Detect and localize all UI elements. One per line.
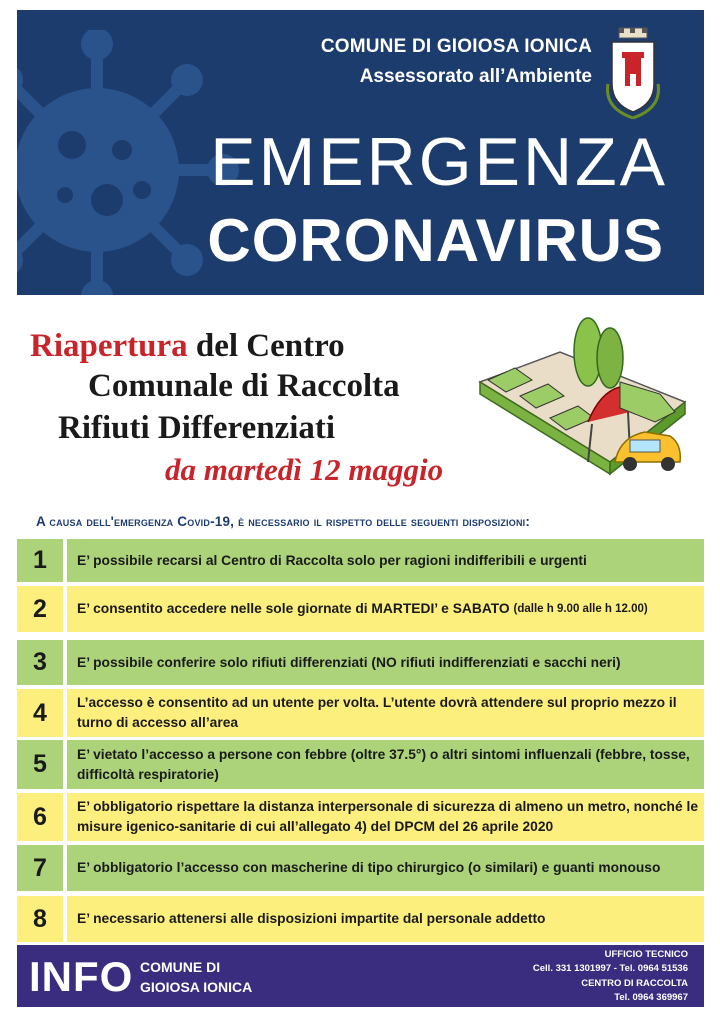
rule-text: E’ possibile recarsi al Centro di Raccolta solo per ragioni indifferibili e urgenti <box>67 539 704 582</box>
rule-row-8 <box>17 896 704 942</box>
rules-intro: A causa dell'emergenza Covid-19, è necessario il rispetto delle seguenti disposizioni: <box>36 514 531 529</box>
rule-text <box>67 586 704 632</box>
reopening-date: da martedì 12 maggio <box>165 452 444 487</box>
announcement-line-2: Comunale di Raccolta <box>88 368 400 404</box>
reopening-word: Riapertura <box>30 328 188 364</box>
rule-number: 3 <box>17 640 63 685</box>
footer-comune-line-2: GIOIOSA IONICA <box>140 979 253 995</box>
rule-number: 4 <box>17 689 63 737</box>
office-technical-contact: Cell. 331 1301997 - Tel. 0964 51536 <box>532 963 688 974</box>
coronavirus-title: CORONAVIRUS <box>207 207 664 274</box>
rule-text: E’ possibile conferire solo rifiuti differenziati (NO rifiuti indifferenziati e sacchi neri) <box>67 640 704 685</box>
rule-text: L’accesso è consentito ad un utente per volta. L’utente dovrà attendere sul proprio mezzo il turno di accesso all’area <box>67 689 704 737</box>
rule-text: E’ obbligatorio l’accesso con mascherine di tipo chirurgico (o similari) e guanti monouso <box>67 845 704 891</box>
municipality-name: COMUNE DI GIOIOSA IONICA <box>320 36 592 57</box>
title-rest: del Centro <box>187 328 345 364</box>
rule-number: 6 <box>17 793 63 841</box>
rule-row-6 <box>17 793 704 841</box>
collection-center-contact: Tel. 0964 369967 <box>614 992 688 1003</box>
rule-hours-note: (dalle h 9.00 alle h 12.00) <box>513 603 648 615</box>
rule-row-5 <box>17 740 704 789</box>
rule-text-main: E’ consentito accedere nelle sole giornate di MARTEDI’ e SABATO <box>77 601 510 616</box>
rule-number: 7 <box>17 845 63 891</box>
rule-number: 1 <box>17 539 63 582</box>
info-footer <box>17 945 704 1007</box>
department-name: Assessorato all’Ambiente <box>359 66 592 87</box>
header-banner <box>17 10 704 295</box>
rule-text: E’ vietato l’accesso a persone con febbre (oltre 37.5°) o altri sintomi influenzali (febbre, tosse, difficoltà respiratorie) <box>67 740 704 789</box>
rule-number: 2 <box>17 586 63 632</box>
rule-text: E’ necessario attenersi alle disposizioni impartite dal personale addetto <box>67 896 704 942</box>
rule-row-7 <box>17 845 704 891</box>
emergency-title: EMERGENZA <box>210 124 668 200</box>
rule-text: E’ obbligatorio rispettare la distanza interpersonale di sicurezza di almeno un metro, nonché le misure igenico-sanitarie di cui all’allegato 4) del DPCM del 26 aprile 2020 <box>67 793 704 841</box>
rule-row-4 <box>17 689 704 737</box>
rule-row-2 <box>17 586 704 632</box>
collection-center-label: CENTRO DI RACCOLTA <box>581 978 688 989</box>
rule-row-1 <box>17 539 704 582</box>
recycling-center-illustration <box>470 312 695 497</box>
rule-row-3 <box>17 640 704 685</box>
info-label: INFO <box>29 953 134 1000</box>
footer-comune-line-1: COMUNE DI <box>140 959 221 975</box>
rule-number: 5 <box>17 740 63 789</box>
municipal-crest-icon <box>602 24 664 122</box>
announcement-line-3: Rifiuti Differenziati <box>58 410 336 446</box>
office-technical-label: UFFICIO TECNICO <box>604 949 688 960</box>
rule-number: 8 <box>17 896 63 942</box>
announcement-title <box>30 328 345 365</box>
